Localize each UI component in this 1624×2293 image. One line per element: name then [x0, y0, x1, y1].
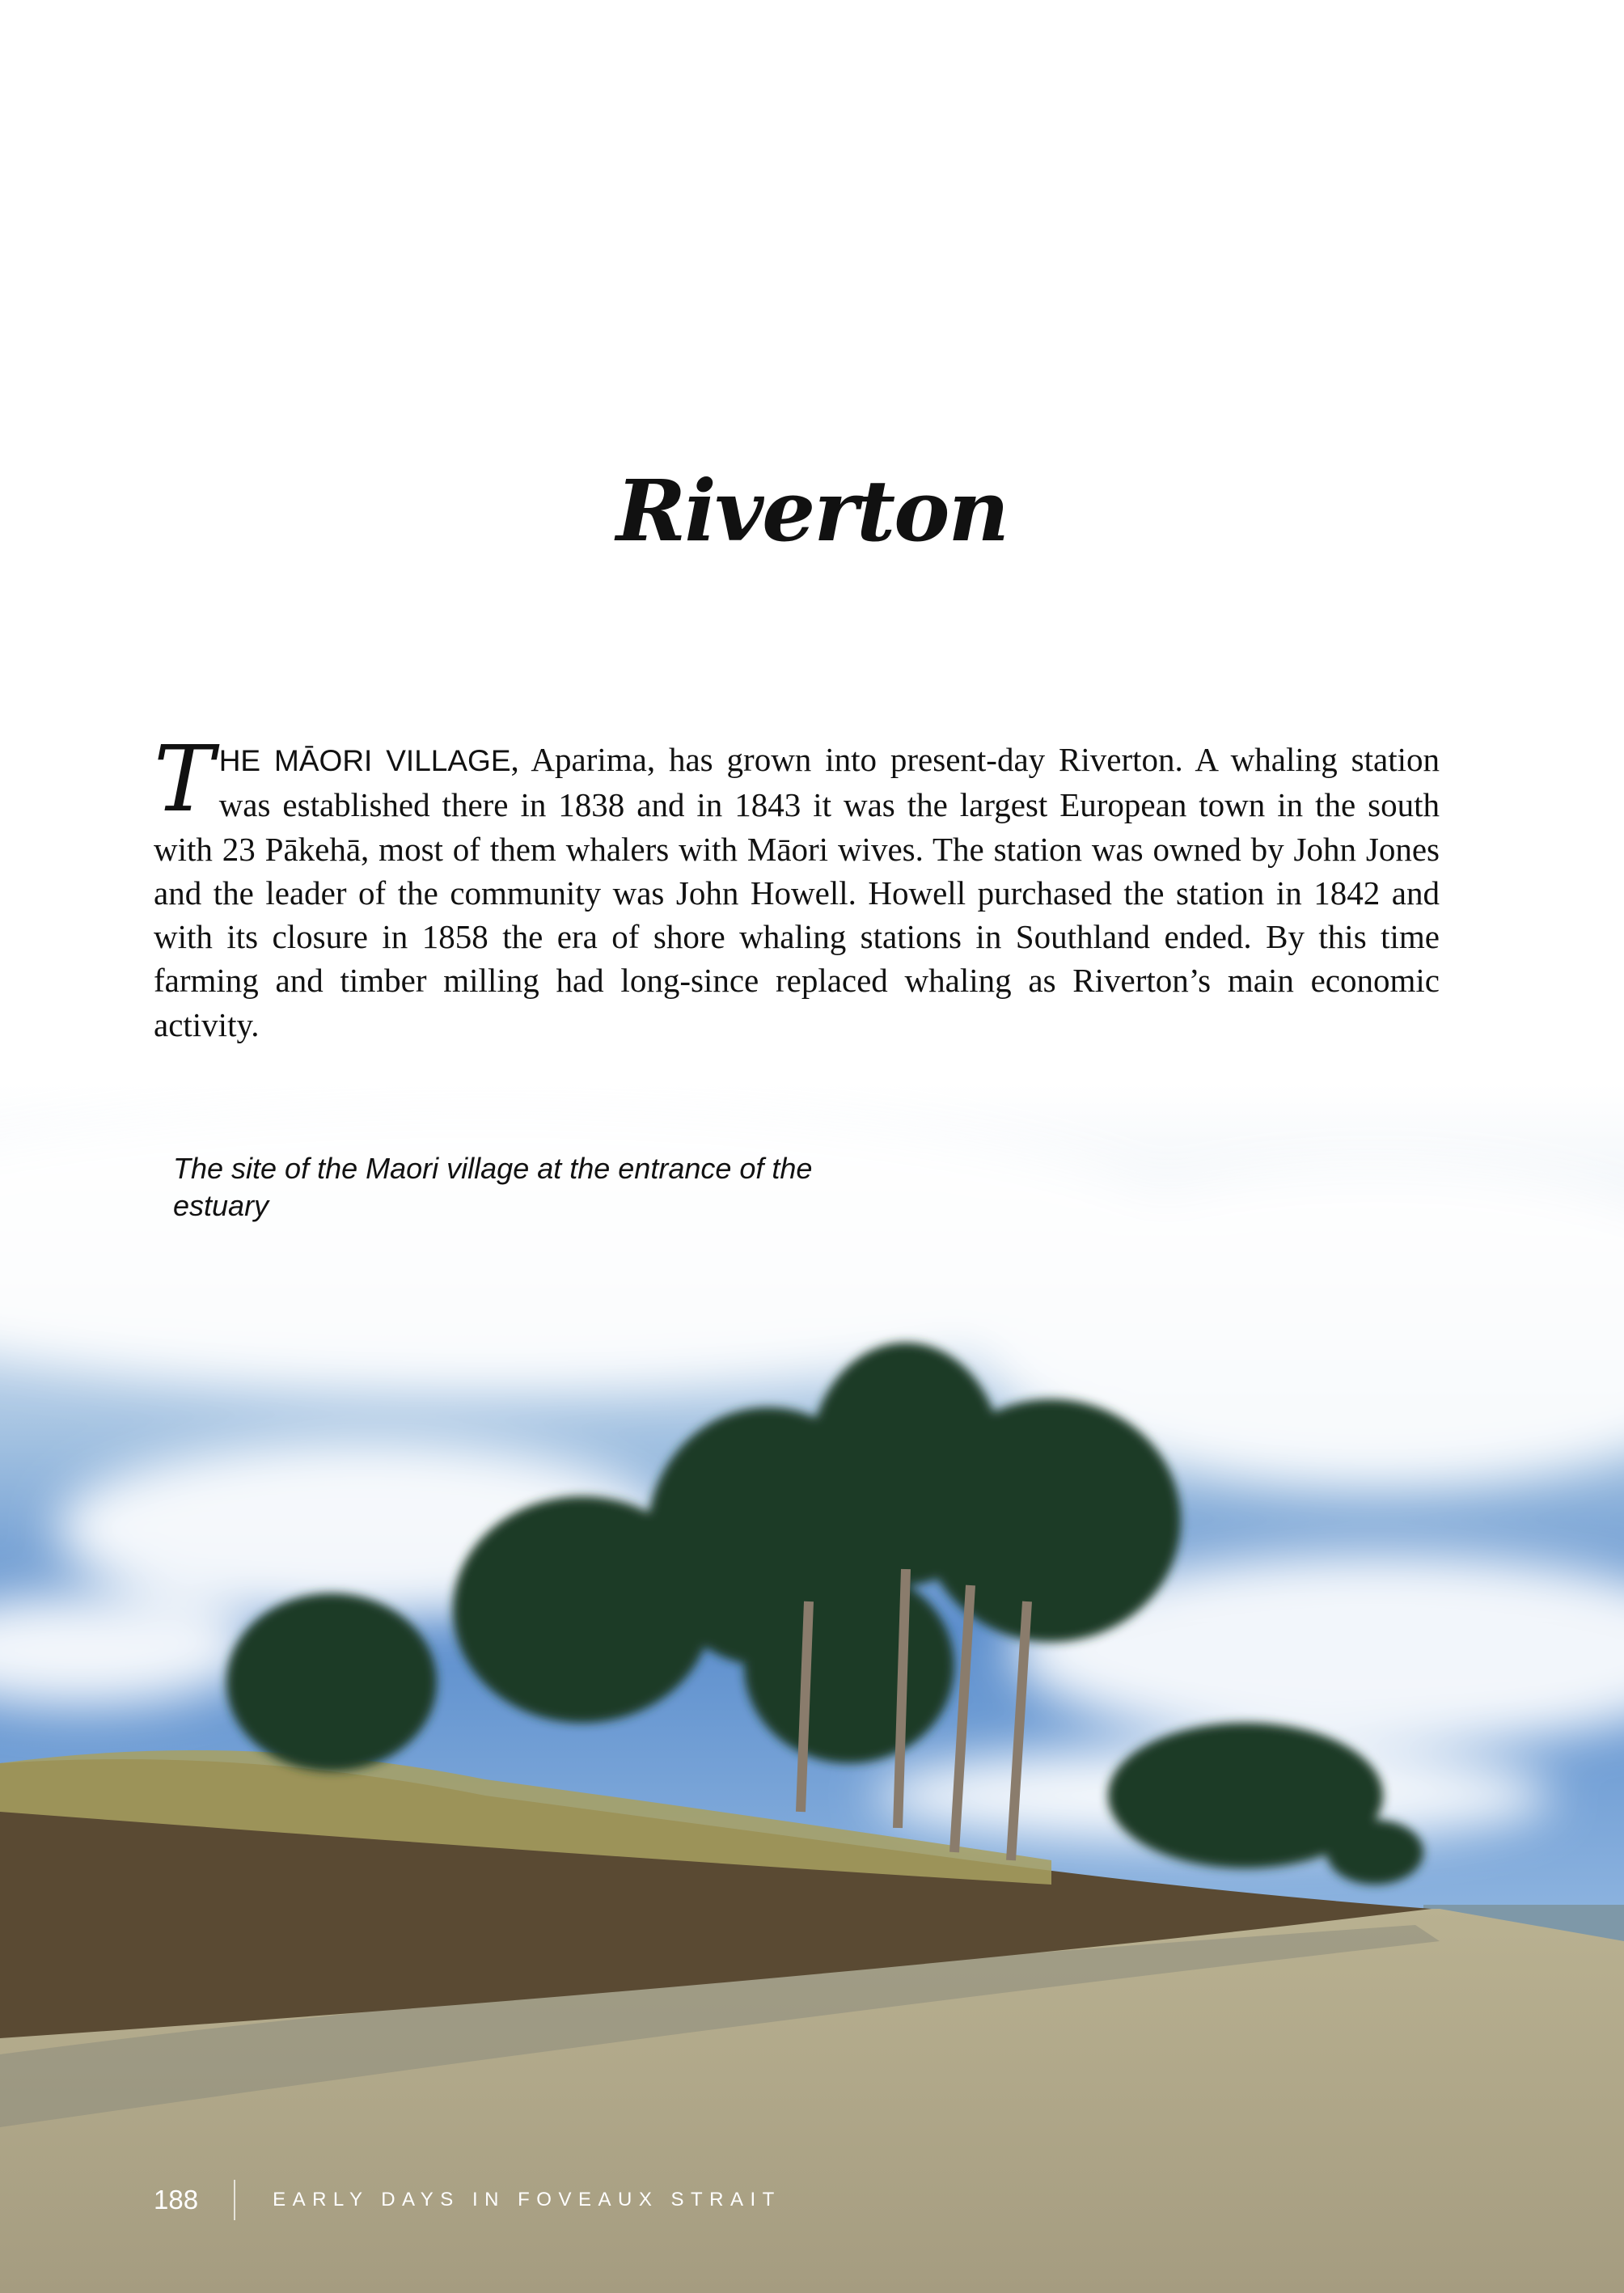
photo-caption: The site of the Maori village at the entrance of the estuary: [173, 1152, 813, 1222]
running-title: EARLY DAYS IN FOVEAUX STRAIT: [273, 2189, 781, 2211]
chapter-title: Riverton: [615, 461, 1009, 561]
page-number: 188: [154, 2185, 199, 2215]
drop-cap: T: [154, 727, 214, 832]
estuary-photo: [0, 1084, 1624, 2293]
page-footer: [154, 2177, 781, 2223]
intro-paragraph: [154, 727, 1440, 1047]
intro-text: , Aparima, has grown into present-day Riverton. A whaling station was established there in 1838 and in 1843 it was the largest European town in the south with 23 Pākehā, most of them whalers with Māori wives. The station was owned by John Jones and the leader of the community was John Howell. Howell purchased the station in 1842 and with its closure in 1858 the era of shore whaling stations in Southland ended. By this time farming and timber milling had long-since replaced whaling as Riverton’s main economic activity.: [154, 741, 1440, 1043]
lead-in-smallcaps: HE MĀORI VILLAGE: [218, 744, 511, 777]
footer-divider: [234, 2180, 235, 2220]
